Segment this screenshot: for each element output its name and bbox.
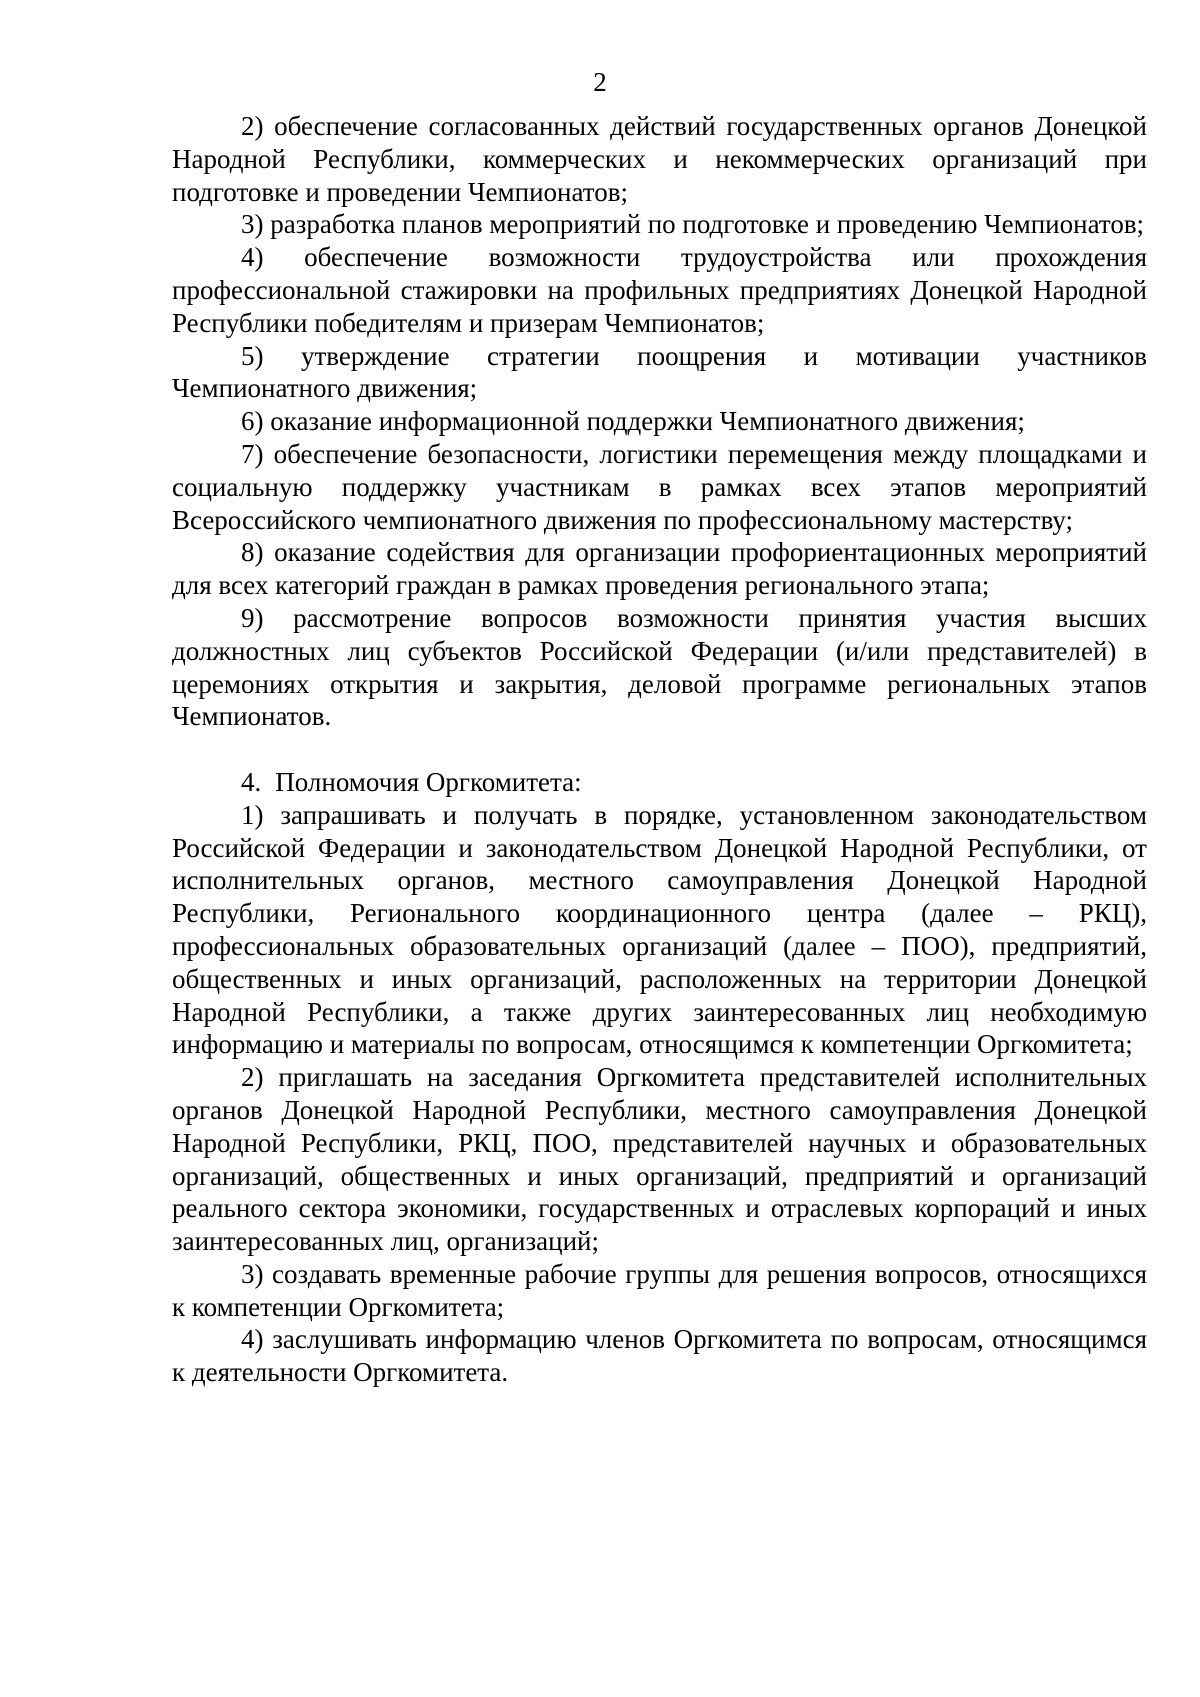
list-item-3: 3) разработка планов мероприятий по подготовке и проведению Чемпионатов; bbox=[241, 209, 1145, 240]
list-item-6: 6) оказание информационной поддержки Чемпионатного движения; bbox=[241, 406, 1025, 437]
section-number: 4. bbox=[241, 766, 262, 797]
list-item-4: 4) обеспечение возможности трудоустройства или прохождения профессиональной стажировки на профильных предприятиях Донецкой Народной Республики победителям и призерам Чемпионатов; bbox=[172, 242, 1147, 338]
list-item-9: 9) рассмотрение вопросов возможности принятия участия высших должностных лиц субъектов Российской Федерации (и/или представителей) в церемониях открытия и закрытия, деловой программе региональных этапов Чемпионатов. bbox=[172, 602, 1147, 732]
power-item-2: 2) приглашать на заседания Оргкомитета представителей исполнительных органов Донецкой Народной Республики, местного самоуправления Донецкой Народной Республики, РКЦ, ПОО, представителей научных и образовательных организаций, общественных и иных организаций, предприятий и организаций реального сектора экономики, государственных и отраслевых корпораций и иных заинтересованных лиц, организаций; bbox=[172, 1062, 1147, 1257]
list-item-8: 8) оказание содействия для организации профориентационных мероприятий для всех категорий граждан в рамках проведения регионального этапа; bbox=[172, 537, 1147, 601]
document-body bbox=[172, 110, 1147, 1389]
list-item-2: 2) обеспечение согласованных действий государственных органов Донецкой Народной Республики, коммерческих и некоммерческих организаций при подготовке и проведении Чемпионатов; bbox=[172, 111, 1147, 207]
page-number: 2 bbox=[593, 67, 607, 97]
list-item-7: 7) обеспечение безопасности, логистики перемещения между площадками и социальную поддержку участникам в рамках всех этапов мероприятий Всероссийского чемпионатного движения по профессиональному мастерству; bbox=[172, 438, 1147, 535]
section-title: Полномочия Оргкомитета: bbox=[275, 766, 582, 797]
list-item-5: 5) утверждение стратегии поощрения и мотивации участников Чемпионатного движения; bbox=[172, 340, 1147, 404]
section-heading bbox=[172, 766, 1147, 799]
power-item-3: 3) создавать временные рабочие группы для решения вопросов, относящихся к компетенции Оргкомитета; bbox=[172, 1258, 1147, 1322]
power-item-1: 1) запрашивать и получать в порядке, установленном законодательством Российской Федерации и законодательством Донецкой Народной Республики, от исполнительных органов, местного самоуправления Донецкой Народной Республики, Регионального координационного центра (далее – РКЦ), профессиональных образовательных организаций (далее – ПОО), предприятий, общественных и иных организаций, расположенных на территории Донецкой Народной Республики, а также других заинтересованных лиц необходимую информацию и материалы по вопросам, относящимся к компетенции Оргкомитета; bbox=[172, 799, 1147, 1060]
power-item-4: 4) заслушивать информацию членов Оргкомитета по вопросам, относящимся к деятельности Оргкомитета. bbox=[172, 1324, 1147, 1388]
